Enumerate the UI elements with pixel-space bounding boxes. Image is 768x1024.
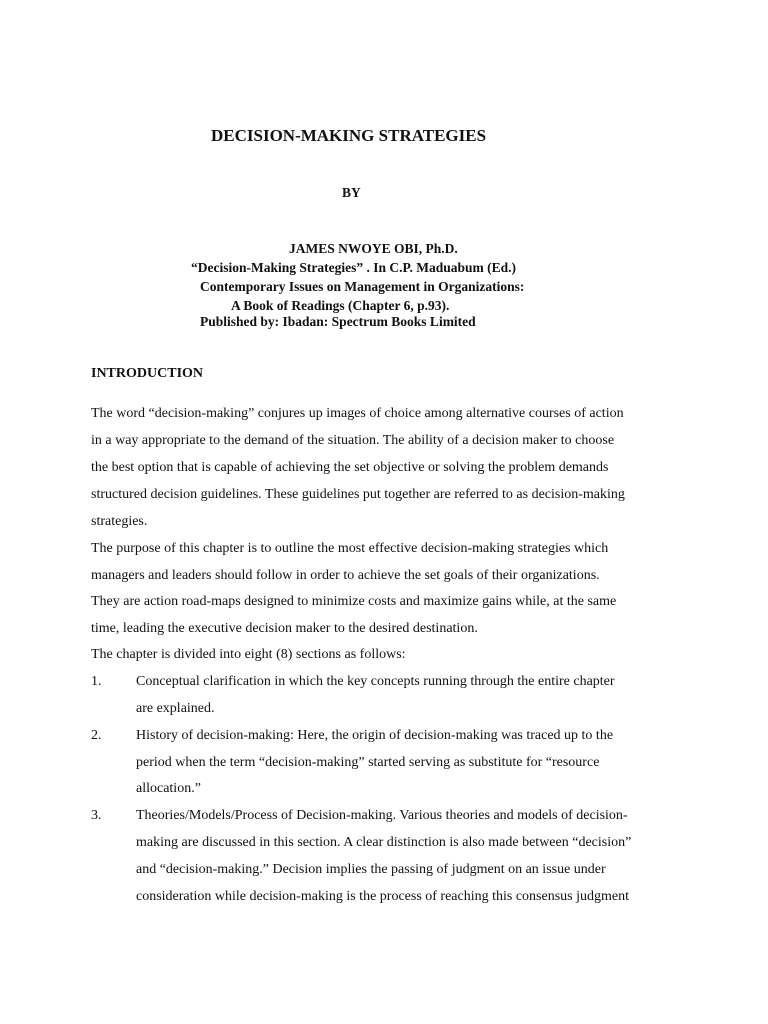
citation-line: “Decision-Making Strategies” . In C.P. Maduabum (Ed.) — [191, 260, 517, 275]
body-line: the best option that is capable of achieving the set objective or solving the problem demands — [91, 460, 609, 475]
list-item-line: Theories/Models/Process of Decision-making. Various theories and models of decision- — [136, 808, 628, 823]
list-number: 1. — [91, 674, 102, 689]
body-line: structured decision guidelines. These guidelines put together are referred to as decision-making — [91, 487, 625, 502]
body-line: strategies. — [91, 514, 148, 529]
document-title: DECISION-MAKING STRATEGIES — [211, 126, 487, 145]
body-line: in a way appropriate to the demand of the situation. The ability of a decision maker to choose — [91, 433, 615, 448]
list-item-line: History of decision-making: Here, the origin of decision-making was traced up to the — [136, 728, 614, 743]
list-item-line: allocation.” — [136, 781, 201, 796]
list-item-line: period when the term “decision-making” started serving as substitute for “resource — [136, 755, 600, 770]
body-line: They are action road-maps designed to minimize costs and maximize gains while, at the same — [91, 594, 617, 609]
body-line: time, leading the executive decision maker to the desired destination. — [91, 621, 478, 636]
body-line: The chapter is divided into eight (8) sections as follows: — [91, 647, 406, 662]
list-item-line: are explained. — [136, 701, 215, 716]
body-line: The word “decision-making” conjures up images of choice among alternative courses of action — [91, 406, 624, 421]
byline: BY — [342, 185, 361, 200]
list-item-line: and “decision-making.” Decision implies the passing of judgment on an issue under — [136, 862, 606, 877]
list-number: 2. — [91, 728, 102, 743]
body-line: managers and leaders should follow in order to achieve the set goals of their organizations. — [91, 568, 600, 583]
list-item-line: Conceptual clarification in which the key concepts running through the entire chapter — [136, 674, 615, 689]
citation-line: Contemporary Issues on Management in Organizations: — [200, 279, 525, 294]
list-number: 3. — [91, 808, 102, 823]
list-item-line: consideration while decision-making is the process of reaching this consensus judgment — [136, 889, 630, 904]
citation-line: A Book of Readings (Chapter 6, p.93). — [231, 298, 450, 313]
section-heading: INTRODUCTION — [91, 366, 204, 381]
list-item-line: making are discussed in this section. A clear distinction is also made between “decision” — [136, 835, 632, 850]
body-line: The purpose of this chapter is to outline the most effective decision-making strategies which — [91, 541, 609, 556]
citation-line: Published by: Ibadan: Spectrum Books Limited — [200, 314, 476, 329]
author-name: JAMES NWOYE OBI, Ph.D. — [289, 241, 458, 256]
